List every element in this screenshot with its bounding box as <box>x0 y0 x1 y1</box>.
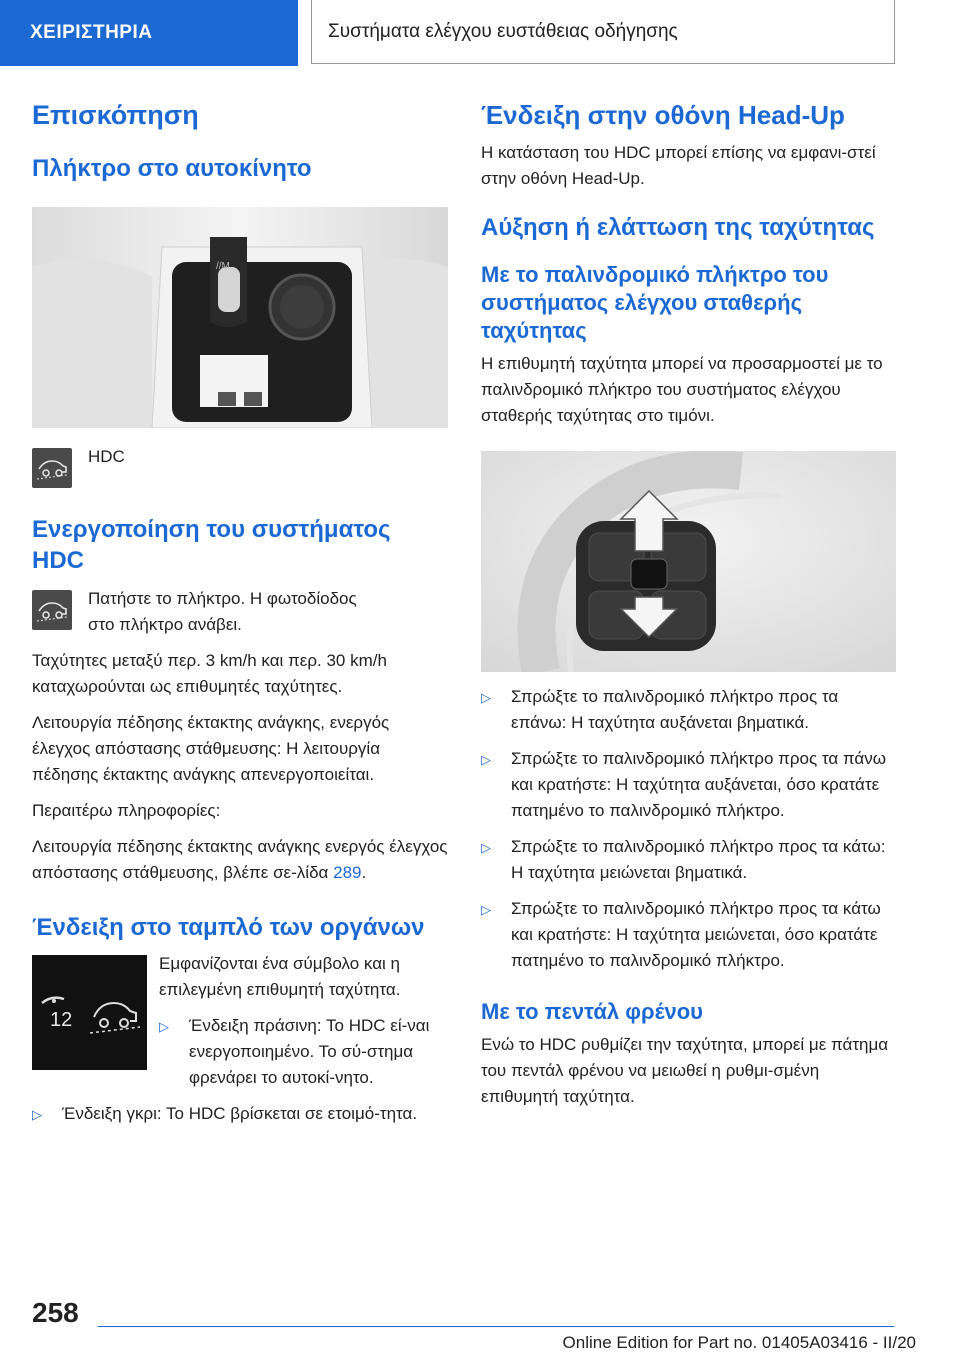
triangle-bullet-icon: ▷ <box>32 1107 42 1122</box>
press-row <box>32 590 448 638</box>
bullet-down-step-text: Σπρώξτε το παλινδρομικό πλήκτρο προς τα κάτω: Η ταχύτητα μειώνεται βηματικά. <box>511 837 886 882</box>
bullet-grey-text: Ένδειξη γκρι: Το HDC βρίσκεται σε ετοιμό-τητα. <box>62 1104 418 1123</box>
bullet-grey <box>32 1101 448 1128</box>
triangle-bullet-icon: ▷ <box>159 1019 169 1034</box>
svg-text://M: //M <box>216 261 230 272</box>
hdc-label: HDC <box>88 447 125 466</box>
hdc-descent-icon <box>32 590 72 630</box>
bullet-down-step <box>481 834 896 886</box>
bullet-down-hold <box>481 896 896 974</box>
rocker-text: Η επιθυμητή ταχύτητα μπορεί να προσαρμοστεί με το παλινδρομικό πλήκτρο του συστήματος ελέγχου σταθερής ταχύτητας στο τιμόνι. <box>481 354 883 425</box>
heading-button-in-car: Πλήκτρο στο αυτοκίνητο <box>32 155 312 182</box>
triangle-bullet-icon: ▷ <box>481 690 491 705</box>
edition-text: Online Edition for Part no. 01405A03416 - II/20 <box>562 1333 916 1352</box>
press-text: Πατήστε το πλήκτρο. Η φωτοδίοδος στο πλήκτρο ανάβει. <box>88 589 357 634</box>
heading-brake-pedal: Με το πεντάλ φρένου <box>481 999 703 1024</box>
cluster-text: Εμφανίζονται ένα σύμβολο και η επιλεγμένη επιθυμητή ταχύτητα. <box>159 954 401 999</box>
head-up-text: Η κατάσταση του HDC μπορεί επίσης να εμφανι-στεί στην οθόνη Head-Up. <box>481 143 876 188</box>
bullet-green <box>159 1013 448 1091</box>
left-column <box>32 98 448 1128</box>
bullet-up-step-text: Σπρώξτε το παλινδρομικό πλήκτρο προς τα επάνω: Η ταχύτητα αυξάνεται βηματικά. <box>511 687 839 732</box>
page-number: 258 <box>32 1297 79 1328</box>
console-illustration <box>32 207 448 428</box>
speeds-text: Ταχύτητες μεταξύ περ. 3 km/h και περ. 30 km/h καταχωρούνται ως επιθυμητές ταχύτητες. <box>32 651 387 696</box>
page-header <box>0 0 960 66</box>
bullet-up-hold-text: Σπρώξτε το παλινδρομικό πλήκτρο προς τα πάνω και κρατήστε: Η ταχύτητα αυξάνεται, όσο κρατάτε πατημένο το παλινδρομικό πλήκτρο. <box>511 749 887 820</box>
triangle-bullet-icon: ▷ <box>481 840 491 855</box>
heading-overview: Επισκόπηση <box>32 100 199 130</box>
emergency-brake-text: Λειτουργία πέδησης έκτακτης ανάγκης, ενεργός έλεγχος απόστασης στάθμευσης: Η λειτουργία πέδησης έκτακτης ανάγκης απενεργοποιείται. <box>32 713 390 784</box>
heading-head-up: Ένδειξη στην οθόνη Head-Up <box>481 100 845 130</box>
heading-activate-hdc: Ενεργοποίηση του συστήματος HDC <box>32 516 391 574</box>
cluster-block <box>32 955 448 1091</box>
rocker-bullets <box>481 684 896 974</box>
footer-divider <box>98 1326 894 1327</box>
triangle-bullet-icon: ▷ <box>481 902 491 917</box>
console-photo <box>32 207 448 428</box>
see-page-text: Λειτουργία πέδησης έκτακτης ανάγκης ενεργός έλεγχος απόστασης στάθμευσης, βλέπε σε-λίδα 289. <box>32 837 448 882</box>
cluster-display <box>32 955 147 1070</box>
cluster-text-block <box>159 951 448 1091</box>
bullet-down-hold-text: Σπρώξτε το παλινδρομικό πλήκτρο προς τα κάτω και κρατήστε: Η ταχύτητα μειώνεται, όσο κρατάτε πατημένο το παλινδρομικό πλήκτρο. <box>511 899 881 970</box>
bullet-up-step <box>481 684 896 736</box>
heading-cluster: Ένδειξη στο ταμπλό των οργάνων <box>32 914 425 941</box>
heading-rocker: Με το παλινδρομικό πλήκτρο του συστήματος ελέγχου σταθερής ταχύτητας <box>481 262 829 343</box>
heading-speed-adjust: Αύξηση ή ελάττωση της ταχύτητας <box>481 214 875 241</box>
section-tab: ΧΕΙΡΙΣΤΗΡΙΑ <box>0 0 298 66</box>
hdc-label-row <box>32 448 448 488</box>
hdc-descent-icon <box>32 448 72 488</box>
triangle-bullet-icon: ▷ <box>481 752 491 767</box>
see-text: Λειτουργία πέδησης έκτακτης ανάγκης ενεργός έλεγχος απόστασης στάθμευσης, βλέπε σε-λίδα <box>32 837 448 882</box>
page-link[interactable]: 289 <box>333 863 362 882</box>
steering-wheel-photo <box>481 451 896 672</box>
steering-wheel-illustration <box>481 451 896 672</box>
more-info-label: Περαιτέρω πληροφορίες: <box>32 801 221 820</box>
right-column <box>481 98 896 1110</box>
cluster-speed: 12 <box>50 1009 73 1031</box>
bullet-up-hold <box>481 746 896 824</box>
bullet-green-text: Ένδειξη πράσινη: Το HDC εί-ναι ενεργοποιημένο. Το σύ-στημα φρενάρει το αυτοκί-νητο. <box>189 1016 430 1087</box>
brake-pedal-text: Ενώ το HDC ρυθμίζει την ταχύτητα, μπορεί με πάτημα του πεντάλ φρένου να μειωθεί η ρυθμι-σμένη επιθυμητή ταχύτητα. <box>481 1035 889 1106</box>
chapter-title: Συστήματα ελέγχου ευστάθειας οδήγησης <box>311 0 895 64</box>
